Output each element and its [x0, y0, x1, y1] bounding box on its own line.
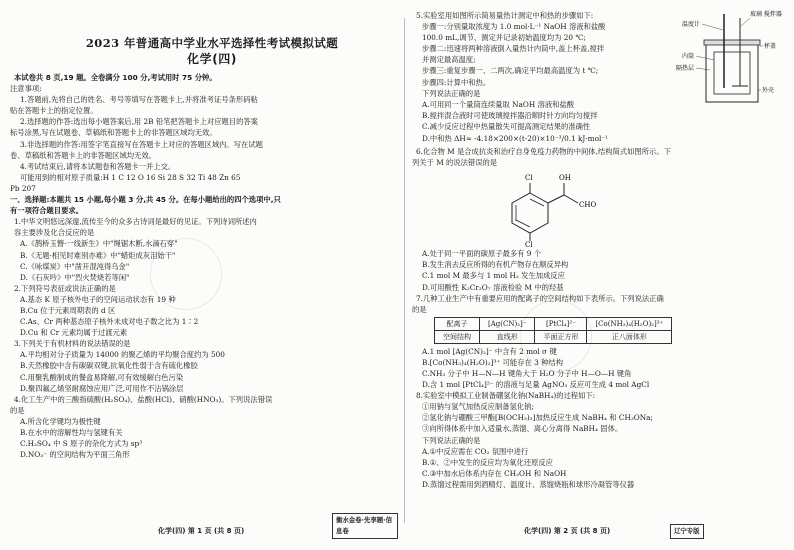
notice-title: 注意事项: — [10, 84, 42, 94]
section-heading: 一、选择题:本题共 15 小题,每小题 3 分,共 45 分。在每小题给出的四个选项中,只 — [10, 195, 281, 205]
notice-item: 3.非选择题的作答:用签字笔直接写在答题卡上对应的答题区域内。写在试题 — [20, 139, 263, 149]
complex-ion-table — [434, 317, 672, 344]
question-3-option-b: B.天然橡胶中含有碳碳双键,抗氧化性弱于含有硫化橡胶 — [20, 361, 198, 371]
question-3-option-a: A.平均相对分子质量为 14000 的聚乙烯的平均聚合度约为 500 — [20, 350, 225, 360]
question-3-option-c: C.用聚乳酸制成的餐盒易降解,可有效缓解白色污染 — [20, 372, 184, 382]
left-body — [10, 72, 398, 460]
question-8-stem-cont: ②氢化钠与硼酸三甲酯[B(OCH₃)₃]加热反应生成 NaBH₄ 和 CH₃ONa; — [422, 413, 653, 423]
label-inner: 内筒 — [682, 53, 695, 60]
question-7-option-a: A.1 mol [Ag(CN)₂]⁻ 中含有 2 mol σ 键 — [422, 346, 557, 356]
province-box: 辽宁专版 — [670, 524, 704, 539]
question-4-option-a: A.所含化学键均为极性键 — [20, 416, 101, 426]
question-5-option-b: B.搅拌混合液时可使玻璃搅拌器沿顺时针方向均匀搅拌 — [422, 110, 598, 120]
question-5-line: 100.0 mL,调节、测定并记录初始温度均为 20 ℃; — [422, 33, 586, 43]
question-2-option-d: D.Cu 和 Cr 元素均属于过渡元素 — [20, 328, 128, 338]
question-2-stem: 2.下列符号表征或说法正确的是 — [14, 283, 116, 293]
table-cell: 平面正方形 — [535, 330, 587, 343]
notice-item: 卷、草稿纸和答题卡上的非答题区域均无效。 — [10, 150, 156, 160]
exam-info: 本试卷共 8 页,19 题。全卷满分 100 分,考试用时 75 分钟。 — [14, 73, 217, 82]
center-brand-box: 衡水金卷·先享题·信息卷 — [332, 513, 398, 539]
cho-label: CHO — [579, 201, 597, 210]
atomic-masses-cont: Pb 207 — [10, 183, 36, 193]
question-1-stem: 1.中华文明悠远深邃,流传至今的众多古诗词是最好的见证。下列诗词所述内 — [14, 217, 257, 227]
question-4-stem: 4.化工生产中的三酸指硫酸(H₂SO₄)、盐酸(HCl)、硝酸(HNO₃)。下列说法错误 — [14, 394, 273, 404]
question-7-option-c: C.NH₃ 分子中 H—N—H 键角大于 H₂O 分子中 H—O—H 键角 — [422, 368, 632, 378]
question-1-option-c: C.《咏煤炭》中"凿开混沌得乌金" — [20, 261, 130, 271]
compound-m-structure — [478, 169, 618, 250]
question-5-option-c: C.减少反应过程中热量散失可提高测定结果的准确性 — [422, 121, 591, 131]
question-6-option-a: A.处于同一平面的碳原子最多有 9 个 — [422, 249, 542, 259]
right-page-footer: 化学(四) 第 2 页 (共 8 页) — [524, 526, 611, 535]
label-insulation: 隔热层 — [676, 65, 695, 72]
cl-bottom-label: Cl — [525, 241, 533, 250]
exam-subtitle: 化学(四) — [187, 52, 237, 66]
table-cell: 配离子 — [435, 317, 480, 330]
cl-top-label: Cl — [525, 174, 533, 183]
question-8-stem: 8.实验室中模拟工业制备硼氢化钠(NaBH₄)的过程如下: — [416, 391, 596, 401]
question-8-option-c: C.③中加水后体系内存在 CH₃OH 和 NaOH — [422, 468, 567, 478]
question-2-option-c: C.As、Cr 两种基态原子核外未成对电子数之比为 1∶2 — [20, 317, 199, 327]
question-8-stem-cont: ③向所得体系中加入适量水,蒸馏、离心分离得 NaBH₄ 固体。 — [422, 424, 623, 434]
question-1-stem-cont: 容主要涉及化合反应的是 — [14, 228, 95, 238]
atomic-masses: 可能用到的相对原子质量:H 1 C 12 O 16 Si 28 S 32 Ti 48 Zn 65 — [20, 172, 241, 182]
question-5-option-d: D.中和热 ΔH≈ -4.18×200×(t-20)×10⁻³/0.1 kJ·mol⁻¹ — [422, 134, 609, 144]
right-column — [412, 0, 784, 550]
label-stirrer: 玻璃 搅拌器 — [750, 11, 782, 18]
notice-item: 4.考试结束后,请将本试题卷和答题卡一并上交。 — [20, 161, 176, 171]
question-4-option-b: B.在水中的溶解性均与氢键有关 — [20, 428, 123, 437]
question-3-stem: 3.下列关于有机材料的说法错误的是 — [14, 339, 131, 349]
question-1-option-b: B.《无题·相见时难别亦难》中"蜡炬成灰泪始干" — [20, 250, 176, 260]
question-4-option-d: D.NO₃⁻ 的空间结构为平面三角形 — [20, 450, 130, 460]
table-cell: [Co(NH₃)₄(H₂O)₂]³⁺ — [587, 317, 672, 330]
question-5 — [412, 10, 784, 99]
question-7-stem: 7.几种工业生产中有重要应用的配离子的空间结构如下表所示。下列说法正确 — [416, 293, 664, 303]
question-8-option-d: D.蒸馏过程需用到酒精灯、温度计、蒸馏烧瓶和球形冷凝管等仪器 — [422, 479, 635, 489]
question-5-line: 步骤二:迅速将两种溶液倒入量热计内筒中,盖上杯盖,搅拌 — [422, 44, 605, 54]
table-cell: 正八面体形 — [587, 330, 672, 343]
question-8-stem-cont: ①用钠与氢气加热反应制备氢化钠; — [422, 402, 534, 412]
question-6-option-c: C.1 mol M 最多与 1 mol H₂ 发生加成反应 — [422, 271, 565, 281]
left-column — [10, 0, 398, 550]
question-6-stem: 6.化合物 M 是合成抗炎和治疗自身免疫力药物的中间体,结构简式如图所示。下 — [416, 147, 671, 157]
question-4-stem-cont: 的是 — [10, 405, 25, 415]
question-6-option-d: D.可用酸性 K₂Cr₂O₇ 溶液检验 M 中的羟基 — [422, 282, 564, 292]
table-cell: [PtCl₄]²⁻ — [535, 317, 587, 330]
question-8-option-a: A.①中反应需在 CO₂ 氛围中进行 — [422, 446, 529, 456]
label-outer: 外壳 — [762, 87, 775, 94]
label-thermometer: 温度计 — [682, 21, 701, 28]
question-2-option-b: B.Cu 位于元素周期表的 d 区 — [20, 305, 116, 315]
question-8-option-b: B.①、②中发生的反应均为氧化还原反应 — [422, 457, 553, 467]
question-5-line: 步骤一:分别量取浓度为 1.0 mol·L⁻¹ NaOH 溶液和盐酸 — [422, 22, 606, 32]
notice-item: 贴在答题卡上的指定位置。 — [10, 106, 98, 116]
question-2-option-a: A.基态 K 原子核外电子的空间运动状态有 19 种 — [20, 294, 176, 304]
notice-item: 1.答题前,先将自己的姓名、考号等填写在答题卡上,并将准考证号条形码粘 — [20, 95, 258, 105]
notice-item: 标号涂黑,写在试题卷、草稿纸和答题卡上的非答题区域均无效。 — [10, 128, 217, 138]
question-5-line: 下列说法正确的是 — [422, 88, 481, 98]
question-6-stem-cont: 列关于 M 的说法错误的是 — [412, 158, 498, 168]
section-heading-cont: 有一项符合题目要求。 — [10, 206, 83, 216]
label-lid: 杯盖 — [764, 43, 777, 50]
table-cell: 空间结构 — [435, 330, 480, 343]
question-8-stem-cont: 下列说法正确的是 — [422, 435, 481, 445]
left-page-footer: 化学(四) 第 1 页 (共 8 页) — [158, 526, 245, 535]
question-3-option-d: D.聚四氟乙烯坚耐腐蚀应用广泛,可用作不沾锅涂层 — [20, 383, 184, 393]
question-4-option-c: C.H₂SO₄ 中 S 原子的杂化方式为 sp³ — [20, 439, 143, 449]
question-6-option-b: B.发生消去反应所得的有机产物存在顺反异构 — [422, 260, 569, 270]
column-divider — [404, 18, 405, 523]
question-5-line: 步骤三:重复步骤一、二两次,确定平均最高温度为 t ℃; — [422, 66, 599, 76]
notice-item: 2.选择题的作答:选出每小题答案后,用 2B 铅笔把答题卡上对应题目的答案 — [20, 117, 258, 127]
question-5-line: 步骤四:计算中和热。 — [422, 77, 491, 87]
table-cell: 直线形 — [480, 330, 535, 343]
table-row — [435, 330, 672, 343]
question-1-option-d: D.《石灰吟》中"烈火焚烧若等闲" — [20, 272, 130, 282]
question-5-option-a: A.可用同一个量筒连续量取 NaOH 溶液和盐酸 — [422, 99, 575, 109]
question-7-option-d: D.含 1 mol [PtCl₄]²⁻ 的溶液与足量 AgNO₃ 反应可生成 4 mol AgCl — [422, 380, 650, 390]
exam-title: 2023 年普通高中学业水平选择性考试模拟试题 — [85, 36, 339, 50]
question-7-stem-cont: 的是 — [412, 304, 427, 314]
oh-label: OH — [559, 174, 571, 183]
question-5-line: 并测定最高温度; — [422, 55, 476, 65]
table-cell: [Ag(CN)₂]⁻ — [480, 317, 535, 330]
question-7-option-b: B.[Co(NH₃)₄(H₂O)₂]³⁺ 可能存在 3 种结构 — [422, 357, 563, 367]
question-5-line: 5.实验室用如图所示简易量热计测定中和热的步骤如下: — [416, 11, 594, 20]
right-body — [412, 10, 784, 490]
question-1-option-a: A.《鹊桥玉簪·一线新生》中"绳锯木断,水滴石穿" — [20, 239, 178, 249]
table-header-row — [435, 317, 672, 330]
